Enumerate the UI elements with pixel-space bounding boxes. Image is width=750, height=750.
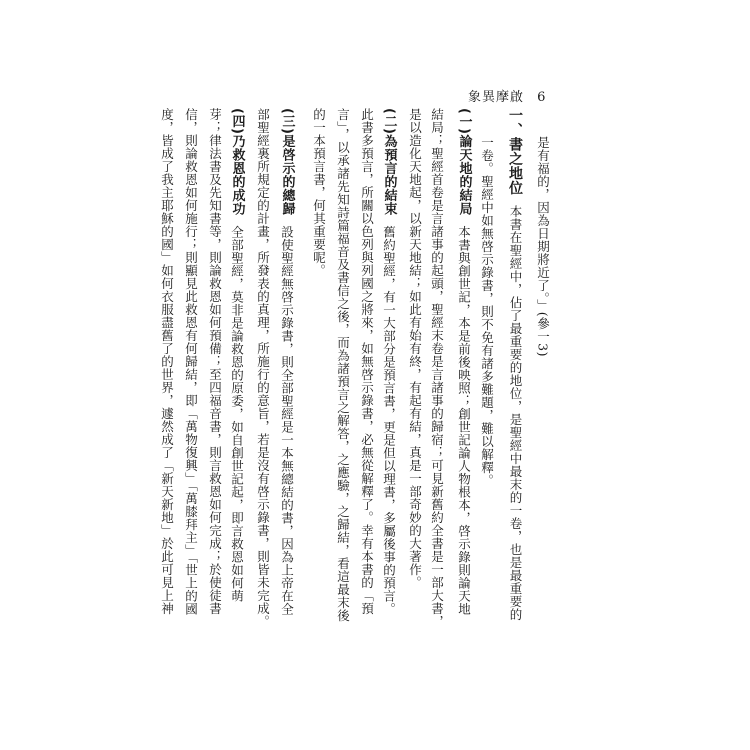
column-text: 本書在聖經中，佔了最重要的地位，是聖經中最末的一卷，也是最重要的 — [508, 205, 523, 621]
column-text: 是以造化天地起，以新天地結；如此有始有終，有起有結，真是一部奇妙的大著作。 — [407, 108, 423, 589]
subsection-heading: (四)乃救恩的成功 — [229, 108, 245, 216]
text-column — [280, 108, 294, 615]
column-text: 芽；律法書及先知書等，則論救恩如何預備；至四福音書，則言救恩如何完成；於使徒書 — [207, 108, 223, 615]
text-column — [336, 108, 349, 622]
subsection-heading: (三)是啓示的總歸 — [279, 108, 295, 216]
section-heading: 一、書之地位 — [507, 108, 523, 195]
running-header — [468, 86, 546, 105]
text-column — [256, 108, 269, 628]
text-column — [230, 108, 244, 602]
book-title: 象異摩啟 — [468, 90, 525, 105]
subsection-heading: (二)為預言的結束 — [381, 108, 397, 216]
column-text: 信，則論救恩如何施行；則顯見此救恩有何歸結，即「萬物復興」「萬膝拜主」「世上的國 — [183, 108, 199, 616]
text-column — [457, 108, 471, 615]
column-text: 度，皆成了我主耶穌的國」如何衣服盡舊了的世界，遽然成了「新天新地」於此可見上神 — [159, 108, 175, 615]
column-text: 一卷。聖經中如無啓示錄書，則不免有諸多難題，難以解釋。 — [479, 136, 495, 487]
subsection-heading: (一)論天地的結局 — [456, 108, 472, 216]
page-number: 6 — [537, 90, 547, 105]
column-text: 此書多預言，所關以色列與列國之將來，如無啓示錄書，必無從解釋了。幸有本書的「預 — [359, 108, 375, 615]
column-text: 部聖經裏所規定的計畫，所發表的真理，所施行的意旨，若是沒有啓示錄書，則皆未完成。 — [255, 108, 271, 628]
column-text: 設使聖經無啓示錄書，則全部聖經是一本無總結的書，因為上帝在全 — [279, 225, 295, 616]
column-text: 本書與創世記，本是前後映照；創世記論人物根本，啓示錄則論天地 — [456, 225, 472, 616]
column-text: 結局；聖經首卷是言諸事的起頭，聖經末卷是言諸事的歸宿；可見新舊約全書是一部大書， — [429, 108, 445, 628]
text-column — [382, 108, 396, 615]
column-text: 舊約聖經，有一大部分是預言書，更是但以理書，多屬後事的預言。 — [381, 225, 397, 616]
column-text: 的一本預言書，何其重要呢。 — [311, 108, 327, 277]
text-column — [480, 136, 493, 487]
text-column — [160, 108, 173, 615]
column-text: 是有福的，因為日期將近了。」(參一3) — [535, 136, 551, 357]
text-column — [312, 108, 325, 277]
column-text: 言」，以承諸先知詩篇福音及書信之後，而為諸預言之解答，之應驗，之歸結，看這最末後 — [335, 108, 351, 622]
column-text: 全部聖經，莫非是論救恩的原委，如自創世記起，即言救恩如何萌 — [229, 225, 245, 603]
text-column — [536, 136, 549, 357]
text-column — [184, 108, 197, 616]
text-column — [208, 108, 221, 615]
text-column — [508, 108, 522, 621]
text-column — [408, 108, 421, 589]
text-column — [430, 108, 443, 628]
text-column — [360, 108, 373, 615]
